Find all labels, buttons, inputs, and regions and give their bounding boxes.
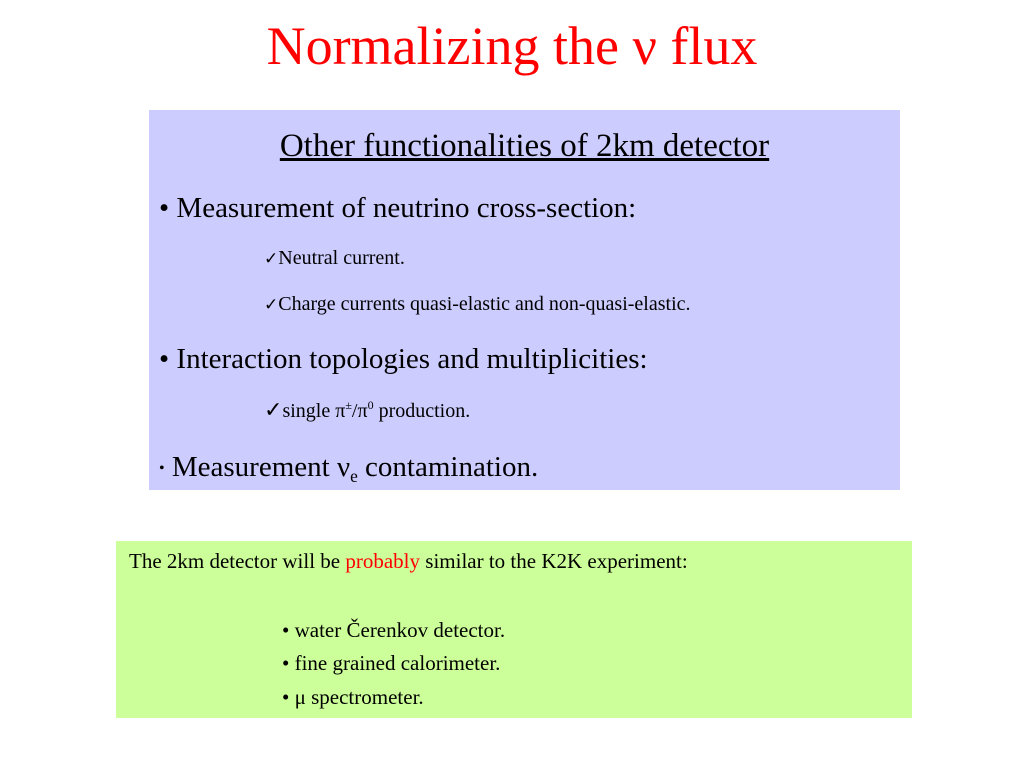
k2k-comparison-panel — [116, 541, 912, 718]
measurement-text: Measurement ν — [171, 451, 351, 483]
slide-title — [0, 8, 1024, 84]
panel-heading: Other functionalities of 2km detector — [279, 128, 770, 164]
comparison-intro — [129, 547, 688, 575]
list-item — [159, 449, 538, 487]
charge-superscript: ± — [345, 398, 352, 412]
detector-item-calorimeter: • fine grained calorimeter. — [282, 651, 501, 675]
production-text: production. — [373, 400, 471, 422]
list-item — [159, 190, 636, 226]
intro-text-end: similar to the K2K experiment: — [420, 549, 688, 573]
pion-separator: /π — [351, 400, 368, 422]
list-item-text: Measurement of neutrino cross-section: — [176, 192, 637, 224]
checkmark-icon: ✓ — [264, 249, 279, 268]
pion-text: single π — [282, 400, 346, 422]
list-item — [159, 341, 648, 377]
checkmark-icon: ✓ — [264, 295, 279, 314]
probably-highlight: probably — [345, 549, 421, 573]
title-nu-symbol: ν — [632, 16, 657, 76]
neutral-superscript: 0 — [367, 398, 374, 412]
bullet-icon: • — [159, 343, 170, 375]
list-subitem — [264, 291, 691, 318]
bullet-icon: • — [159, 192, 170, 224]
list-subitem — [264, 397, 470, 424]
detector-item-muon-spectrometer: • μ spectrometer. — [282, 685, 424, 709]
title-suffix: flux — [656, 16, 758, 76]
list-subitem-text: Neutral current. — [278, 247, 405, 269]
title-prefix: Normalizing the — [266, 16, 633, 76]
list-subitem-text: Charge currents quasi-elastic and non-quasi-elastic. — [278, 293, 691, 315]
detector-functionalities-panel — [149, 110, 900, 490]
intro-text-start: The 2km detector will be — [129, 549, 346, 573]
electron-subscript: e — [350, 466, 358, 486]
bullet-icon: • — [159, 460, 165, 477]
detector-item-water-cerenkov: • water Čerenkov detector. — [282, 618, 506, 642]
list-subitem — [264, 245, 405, 272]
contamination-text: contamination. — [357, 451, 539, 483]
list-item-text: Interaction topologies and multiplicities: — [176, 343, 648, 375]
checkmark-icon: ✓ — [264, 397, 283, 422]
